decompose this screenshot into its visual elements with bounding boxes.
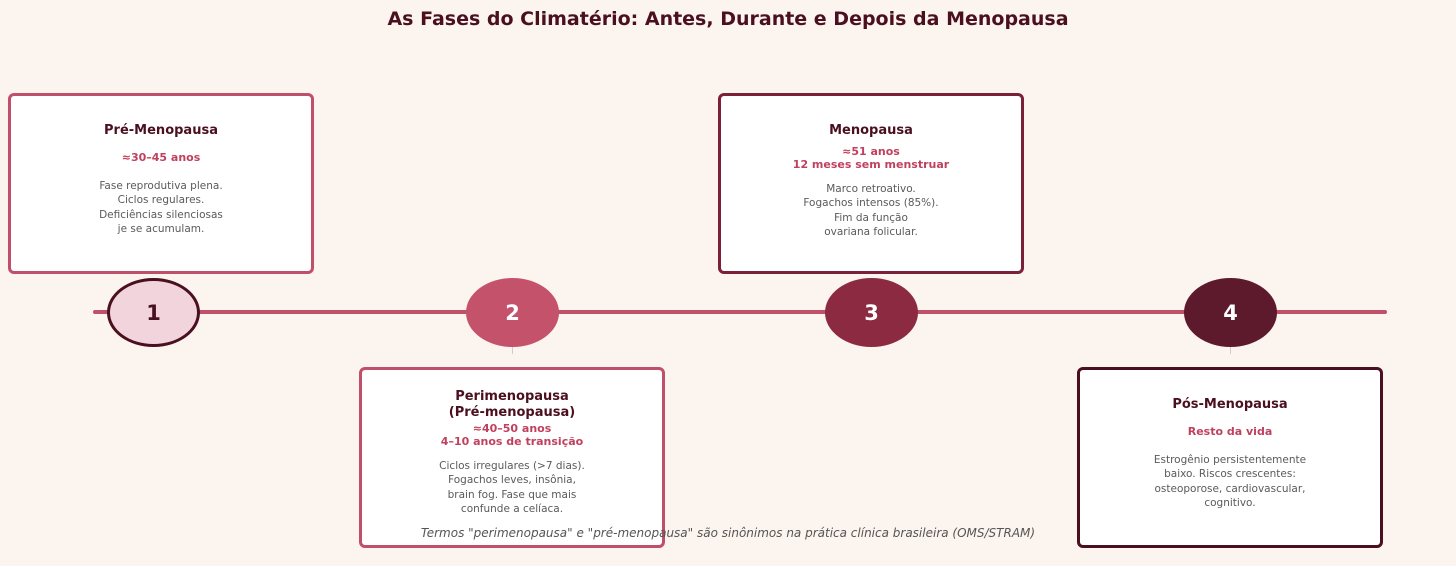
page-title: As Fases do Climatério: Antes, Durante e Depois da Menopausa: [387, 8, 1069, 30]
connector-4: [1230, 346, 1231, 354]
phase-description: Marco retroativo. Fogachos intensos (85%). Fim da função ovariana folicular.: [803, 183, 939, 238]
phase-number: 2: [505, 300, 520, 325]
phase-title: Pré-Menopausa: [104, 123, 218, 138]
phase-node-4: [1184, 278, 1277, 347]
phase-description: Estrogênio persistentemente baixo. Riscos crescentes: osteoporose, cardiovascular, cognitivo.: [1153, 454, 1307, 509]
phase-title: Pós-Menopausa: [1172, 397, 1288, 412]
phase-node-2: [466, 278, 559, 347]
phase-description: Ciclos irregulares (>7 dias). Fogachos leves, insônia, brain fog. Fase que mais confunde a celíaca.: [439, 460, 585, 515]
phase-card-pos-menopausa: [1077, 367, 1383, 548]
phase-card-pre-menopausa: [8, 93, 314, 274]
phase-age: ≈40–50 anos 4–10 anos de transição: [440, 422, 584, 448]
phase-number: 3: [864, 300, 879, 325]
phase-node-1: [107, 278, 200, 347]
phase-card-perimenopausa: [359, 367, 665, 548]
phase-age: ≈51 anos 12 meses sem menstruar: [792, 145, 950, 171]
phase-title: Perimenopausa (Pré-menopausa): [448, 389, 576, 420]
footnote: Termos "perimenopausa" e "pré-menopausa" são sinônimos na prática clínica brasileira (OMS/STRAM): [420, 526, 1036, 540]
phase-card-menopausa: [718, 93, 1024, 274]
phase-age: Resto da vida: [1187, 425, 1273, 438]
phase-node-3: [825, 278, 918, 347]
phase-title: Menopausa: [829, 123, 913, 138]
connector-2: [512, 346, 513, 354]
phase-description: Fase reprodutiva plena. Ciclos regulares. Deficiências silenciosas je se acumulam.: [99, 180, 223, 235]
phase-age: ≈30–45 anos: [121, 151, 201, 164]
phase-number: 1: [146, 300, 161, 325]
phase-number: 4: [1223, 300, 1238, 325]
